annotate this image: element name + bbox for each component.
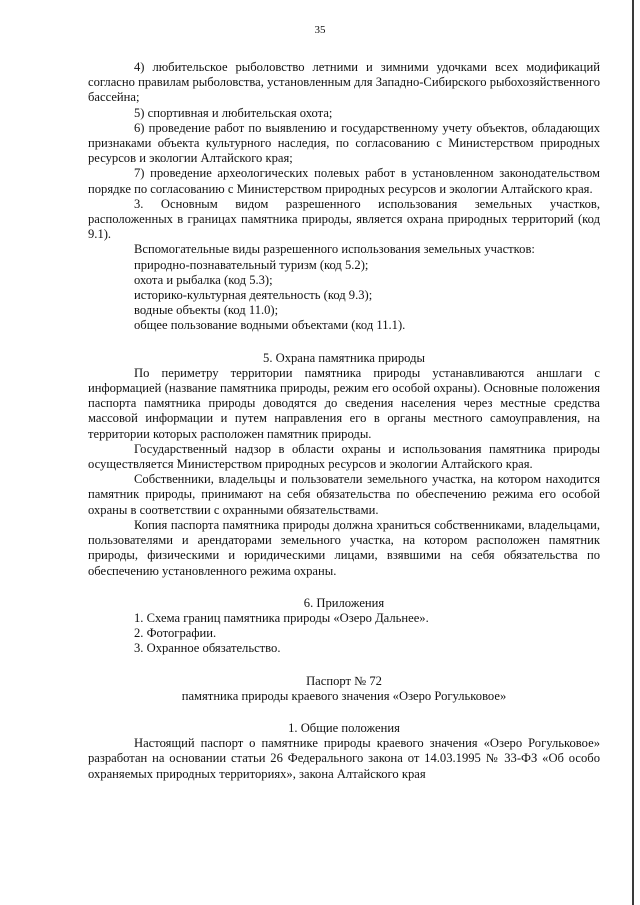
paragraph: 3. Основным видом разрешенного использования земельных участков, расположенных в границах памятника природы, является охрана природных территорий (код 9.1).	[88, 196, 600, 242]
spacer	[88, 657, 600, 674]
paragraph: 4) любительское рыболовство летними и зимними удочками всех модификаций согласно правилам рыболовства, установленным для Западно-Сибирского рыбохозяйственного бассейна;	[88, 60, 600, 105]
paragraph: Настоящий паспорт о памятнике природы краевого значения «Озеро Рогульковое» разработан на основании статьи 26 Федерального закона от 14.03.1995 № 33-ФЗ «Об особо охраняемых природных территориях», закона Алтайского края	[88, 736, 600, 781]
list-item: водные объекты (код 11.0);	[134, 303, 279, 318]
spacer	[88, 704, 600, 721]
section-heading: Паспорт № 72	[306, 673, 382, 688]
section-heading: 5. Охрана памятника природы	[263, 350, 425, 365]
paragraph: Собственники, владельцы и пользователи земельного участка, на котором находится памятник природы, принимают на себя обязательства по обеспечению режима его особой охраны в соответствии с охранными обязательствами.	[88, 472, 600, 517]
list-item: 1. Схема границ памятника природы «Озеро Дальнее».	[134, 610, 429, 625]
paragraph: 5) спортивная и любительская охота;	[134, 105, 333, 120]
section-heading: памятника природы краевого значения «Озеро Рогульковое»	[181, 688, 507, 703]
list-item: охота и рыбалка (код 5.3);	[134, 272, 273, 287]
paragraph: 6) проведение работ по выявлению и государственному учету объектов, обладающих признаками объекта культурного наследия, по согласованию с Министерством природных ресурсов и экологии Алтайского края;	[88, 120, 600, 166]
paragraph: Копия паспорта памятника природы должна храниться собственниками, владельцами, пользователями и арендаторами земельного участка, на котором расположен памятник природы, физическими и юридическими лицами, взявшими на себя обязательства по обеспечению установленного режима охраны.	[88, 517, 600, 578]
paragraph: 7) проведение археологических полевых работ в установленном законодательством порядке по согласованию с Министерством природных ресурсов и экологии Алтайского края.	[88, 166, 600, 196]
list-item: Вспомогательные виды разрешенного использования земельных участков:	[134, 242, 535, 257]
spacer	[88, 579, 600, 596]
paragraph: Государственный надзор в области охраны и использования памятника природы осуществляется Министерством природных ресурсов и экологии Алтайского края.	[88, 441, 600, 472]
list-item: 3. Охранное обязательство.	[134, 641, 281, 656]
paragraph: По периметру территории памятника природы устанавливаются аншлаги с информацией (название памятника природы, режим его особой охраны). Основные положения паспорта памятника природы доводятся до сведения населения через местные средства массовой информации и путем направления его в органы местного самоуправления, на территории которых расположен памятник природы.	[88, 365, 600, 441]
list-item: природно-познавательный туризм (код 5.2);	[134, 257, 369, 272]
spacer	[88, 334, 600, 351]
scan-page-edge	[632, 0, 634, 905]
list-item: общее пользование водными объектами (код 11.1).	[134, 318, 406, 333]
list-item: историко-культурная деятельность (код 9.3);	[134, 288, 373, 303]
section-heading: 1. Общие положения	[288, 720, 400, 735]
section-heading: 6. Приложения	[303, 595, 385, 610]
page-number: 35	[314, 24, 326, 36]
document-body	[88, 60, 600, 782]
list-item: 2. Фотографии.	[134, 626, 217, 641]
